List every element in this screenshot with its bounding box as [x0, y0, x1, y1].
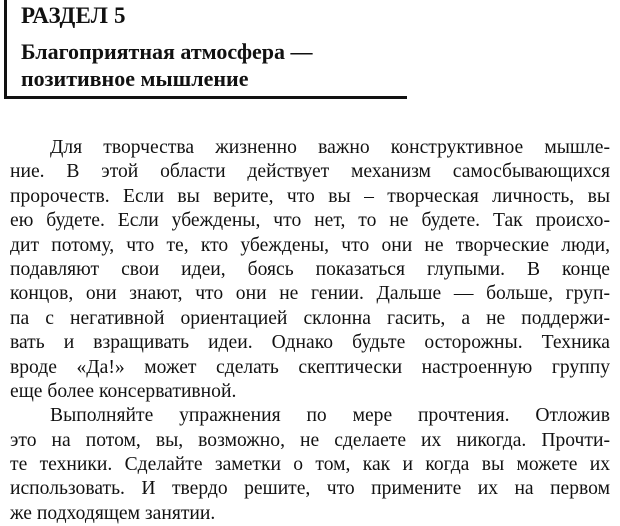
section-label: РАЗДЕЛ 5 [21, 3, 126, 28]
body-text [10, 136, 610, 526]
text-line: дит потому, что те, кто убеждены, что они не творческие люди, [10, 234, 610, 256]
text-line: же подходящем занятии. [10, 502, 216, 524]
text-line: это на потом, вы, возможно, не сделаете их никогда. Прочти- [10, 429, 610, 451]
text-line: еще более консервативной. [10, 380, 237, 402]
section-title-line-1: Благоприятная атмосфера — [21, 39, 313, 64]
text-line: пророчеств. Если вы верите, что вы – творческая личность, вы [10, 185, 610, 207]
text-line: использовать. И твердо решите, что примените их на первом [10, 478, 610, 500]
text-line: вать и взращивать идеи. Однако будьте осторожны. Техника [10, 332, 610, 354]
text-line: Выполняйте упражнения по мере прочтения. Отложив [50, 405, 610, 427]
text-line: па с негативной ориентацией склонна гасить, а не поддержи- [10, 307, 610, 329]
paragraph-1 [10, 136, 610, 404]
paragraph-2 [10, 404, 610, 526]
text-line: те техники. Сделайте заметки о том, как и когда вы можете их [10, 454, 610, 476]
section-title [21, 38, 313, 92]
text-line: вроде «Да!» может сделать скептически настроенную группу [10, 356, 610, 378]
text-line: Для творчества жизненно важно конструктивное мышле- [50, 137, 610, 158]
section-header [4, 0, 407, 99]
text-line: подавляют свои идеи, боясь показаться глупыми. В конце [10, 258, 610, 280]
section-title-line-2: позитивное мышление [21, 66, 249, 91]
text-line: концов, они знают, что они не гении. Дальше — больше, груп- [10, 283, 610, 305]
text-line: ние. В этой области действует механизм самосбывающихся [10, 161, 610, 183]
text-line: ею будете. Если убеждены, что нет, то не будете. Так происхо- [10, 210, 610, 232]
